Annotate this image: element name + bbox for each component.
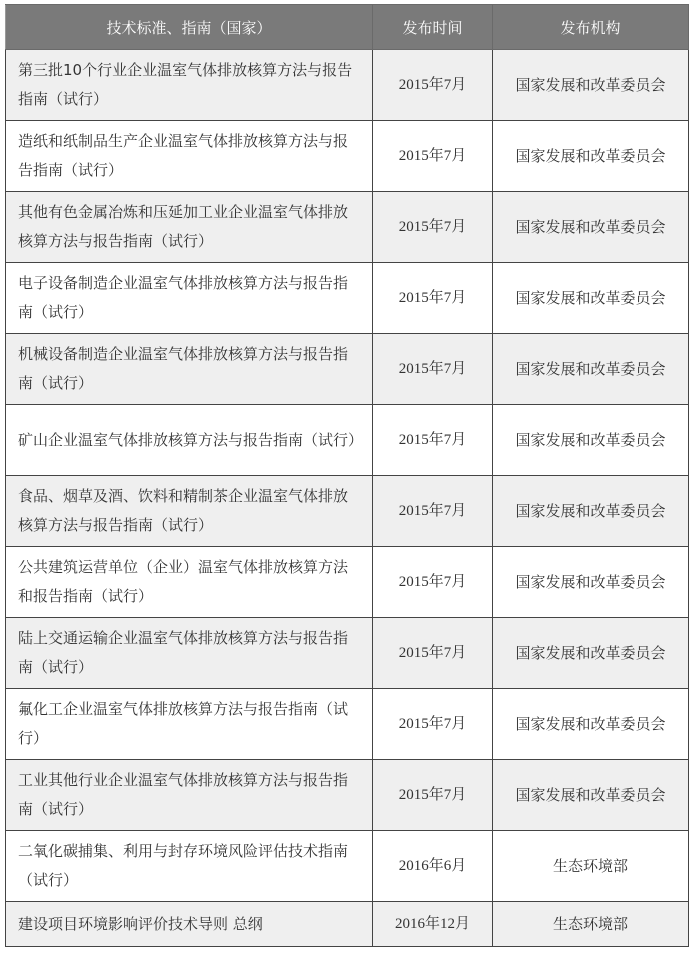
release-date: 2015年7月 [373, 618, 493, 689]
standard-name: 二氧化碳捕集、利用与封存环境风险评估技术指南（试行） [6, 831, 373, 902]
release-date: 2015年7月 [373, 689, 493, 760]
issuing-org: 生态环境部 [493, 831, 689, 902]
issuing-org: 生态环境部 [493, 902, 689, 947]
table-row [6, 334, 689, 405]
standard-name: 食品、烟草及酒、饮料和精制茶企业温室气体排放核算方法与报告指南（试行） [6, 476, 373, 547]
issuing-org: 国家发展和改革委员会 [493, 689, 689, 760]
header-standard: 技术标准、指南（国家） [6, 5, 373, 50]
standard-name: 陆上交通运输企业温室气体排放核算方法与报告指南（试行） [6, 618, 373, 689]
table-row [6, 831, 689, 902]
release-date: 2015年7月 [373, 334, 493, 405]
header-date: 发布时间 [373, 5, 493, 50]
issuing-org: 国家发展和改革委员会 [493, 618, 689, 689]
release-date: 2015年7月 [373, 50, 493, 121]
standard-name: 机械设备制造企业温室气体排放核算方法与报告指南（试行） [6, 334, 373, 405]
issuing-org: 国家发展和改革委员会 [493, 405, 689, 476]
standard-name: 氟化工企业温室气体排放核算方法与报告指南（试行） [6, 689, 373, 760]
issuing-org: 国家发展和改革委员会 [493, 334, 689, 405]
issuing-org: 国家发展和改革委员会 [493, 760, 689, 831]
standard-name: 第三批10个行业企业温室气体排放核算方法与报告指南（试行） [6, 50, 373, 121]
table-row [6, 760, 689, 831]
release-date: 2016年12月 [373, 902, 493, 947]
release-date: 2015年7月 [373, 547, 493, 618]
standard-name: 电子设备制造企业温室气体排放核算方法与报告指南（试行） [6, 263, 373, 334]
release-date: 2015年7月 [373, 192, 493, 263]
release-date: 2015年7月 [373, 760, 493, 831]
table-row [6, 902, 689, 947]
standard-name: 造纸和纸制品生产企业温室气体排放核算方法与报告指南（试行） [6, 121, 373, 192]
release-date: 2015年7月 [373, 121, 493, 192]
release-date: 2015年7月 [373, 263, 493, 334]
issuing-org: 国家发展和改革委员会 [493, 121, 689, 192]
issuing-org: 国家发展和改革委员会 [493, 547, 689, 618]
standard-name: 公共建筑运营单位（企业）温室气体排放核算方法和报告指南（试行） [6, 547, 373, 618]
issuing-org: 国家发展和改革委员会 [493, 50, 689, 121]
standard-name: 工业其他行业企业温室气体排放核算方法与报告指南（试行） [6, 760, 373, 831]
standard-name: 建设项目环境影响评价技术导则 总纲 [6, 902, 373, 947]
standards-table [5, 4, 689, 947]
table-row [6, 618, 689, 689]
issuing-org: 国家发展和改革委员会 [493, 476, 689, 547]
table-row [6, 405, 689, 476]
issuing-org: 国家发展和改革委员会 [493, 263, 689, 334]
header-row [6, 5, 689, 50]
table-row [6, 476, 689, 547]
table-row [6, 547, 689, 618]
release-date: 2015年7月 [373, 405, 493, 476]
standard-name: 其他有色金属冶炼和压延加工业企业温室气体排放核算方法与报告指南（试行） [6, 192, 373, 263]
header-org: 发布机构 [493, 5, 689, 50]
table-row [6, 192, 689, 263]
table-row [6, 689, 689, 760]
release-date: 2016年6月 [373, 831, 493, 902]
release-date: 2015年7月 [373, 476, 493, 547]
table-row [6, 121, 689, 192]
table-row [6, 263, 689, 334]
issuing-org: 国家发展和改革委员会 [493, 192, 689, 263]
table-row [6, 50, 689, 121]
standard-name: 矿山企业温室气体排放核算方法与报告指南（试行） [6, 405, 373, 476]
